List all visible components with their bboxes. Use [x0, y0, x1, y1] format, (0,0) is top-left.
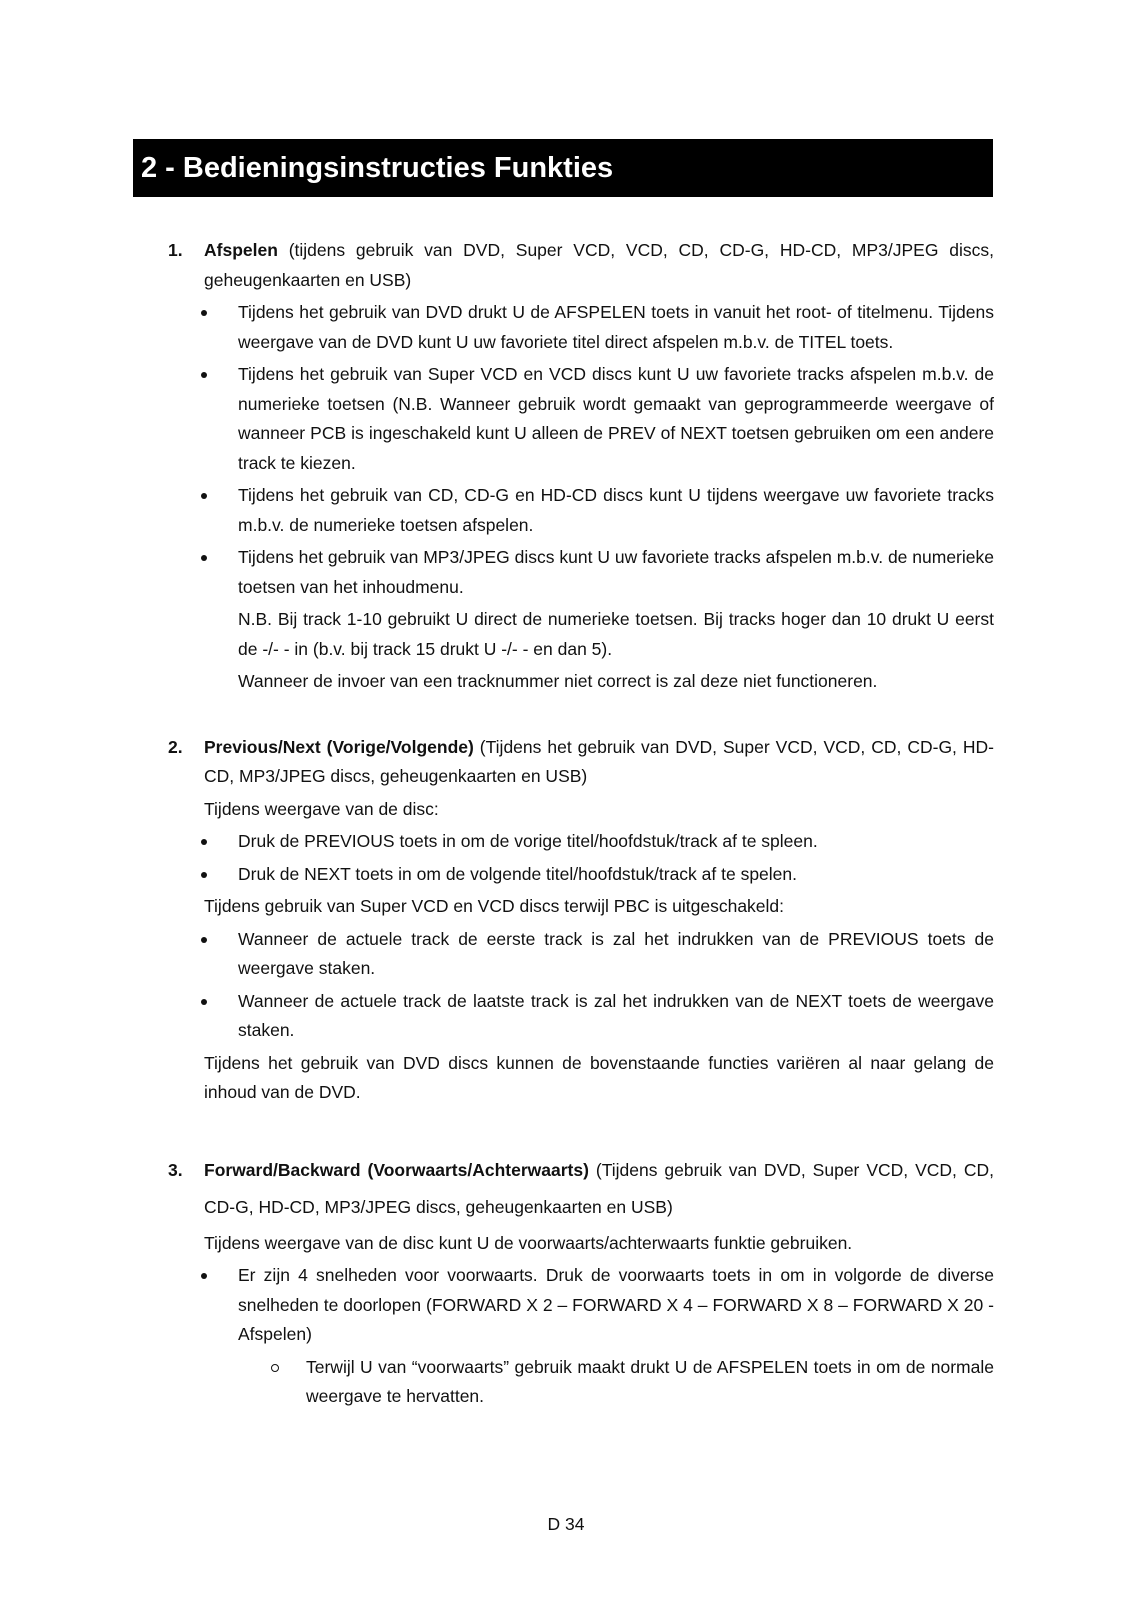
list-item	[168, 1353, 994, 1412]
page-title: 2 - Bedieningsinstructies Funkties	[141, 152, 614, 184]
list-item	[168, 827, 994, 857]
note-paragraph: Wanneer de invoer van een tracknummer niet correct is zal deze niet functioneren.	[238, 671, 878, 691]
section-number: 1.	[168, 240, 183, 260]
paragraph: Tijdens het gebruik van DVD discs kunnen de bovenstaande functies variëren al naar gelang de inhoud van de DVD.	[204, 1052, 994, 1102]
list-item	[168, 987, 994, 1046]
bullet-list	[168, 925, 994, 1046]
section-heading	[168, 236, 994, 295]
list-item	[168, 1261, 994, 1350]
section-afspelen	[168, 236, 994, 697]
bullet-dot-icon	[201, 872, 207, 878]
list-item-text: Wanneer de actuele track de eerste track is zal het indrukken van de PREVIOUS toets de weergave staken.	[238, 928, 994, 978]
list-item	[168, 481, 994, 540]
section-previous-next	[168, 733, 994, 1108]
paragraph: Tijdens weergave van de disc:	[204, 798, 439, 819]
sub-bullet-list	[168, 1353, 994, 1412]
page-number: D 34	[547, 1514, 585, 1534]
list-item	[168, 925, 994, 984]
list-item	[168, 298, 994, 357]
list-item-text: Tijdens het gebruik van DVD drukt U de AFSPELEN toets in vanuit het root- of titelmenu. Tijdens weergave van de DVD kunt U uw favoriete titel direct afspelen m.b.v. de TITEL toets.	[238, 302, 994, 352]
list-item-text: Er zijn 4 snelheden voor voorwaarts. Druk de voorwaarts toets in om in volgorde de diverse snelheden te doorlopen (FORWARD X 2 – FORWARD X 4 – FORWARD X 8 – FORWARD X 20 - Afspelen)	[238, 1265, 994, 1344]
list-item	[168, 543, 994, 602]
spacer	[168, 1108, 994, 1152]
section-heading	[168, 1152, 994, 1226]
section-number: 2.	[168, 736, 183, 757]
section-header-bar	[133, 139, 993, 197]
bullet-dot-icon	[201, 999, 207, 1005]
bullet-dot-icon	[201, 839, 207, 845]
section-subtitle: (Tijdens het gebruik van DVD, Super VCD, VCD, CD, CD-G, HD-CD, MP3/JPEG discs, geheugenkaarten en USB)	[204, 736, 994, 786]
bullet-circle-icon	[271, 1364, 279, 1372]
bullet-dot-icon	[201, 1273, 207, 1279]
list-item-text: Druk de PREVIOUS toets in om de vorige titel/hoofdstuk/track af te spleen.	[238, 831, 818, 851]
bullet-dot-icon	[201, 555, 207, 561]
bullet-dot-icon	[201, 372, 207, 378]
section-title: Forward/Backward (Voorwaarts/Achterwaarts)	[204, 1159, 589, 1180]
list-item-text: Tijdens het gebruik van MP3/JPEG discs kunt U uw favoriete tracks afspelen m.b.v. de numerieke toetsen van het inhoudmenu.	[238, 547, 994, 597]
note-paragraph: N.B. Bij track 1-10 gebruikt U direct de numerieke toetsen. Bij tracks hoger dan 10 drukt U eerst de -/- - in (b.v. bij track 15 drukt U -/- - en dan 5).	[238, 609, 994, 659]
section-heading	[168, 733, 994, 792]
list-item-text: Tijdens het gebruik van Super VCD en VCD discs kunt U uw favoriete tracks afspelen m.b.v. de numerieke toetsen (N.B. Wanneer gebruik wordt gemaakt van geprogrammeerde weergave of wanneer PCB is ingeschakeld kunt U alleen de PREV of NEXT toetsen gebruiken om een andere track te kiezen.	[238, 364, 994, 473]
bullet-list	[168, 1261, 994, 1350]
list-item-text: Druk de NEXT toets in om de volgende titel/hoofdstuk/track af te spelen.	[238, 863, 798, 884]
list-item-text: Wanneer de actuele track de laatste track is zal het indrukken van de NEXT toets de weergave staken.	[238, 990, 994, 1040]
bullet-list	[168, 827, 994, 889]
paragraph: Tijdens weergave van de disc kunt U de voorwaarts/achterwaarts funktie gebruiken.	[204, 1232, 853, 1253]
section-subtitle: (tijdens gebruik van DVD, Super VCD, VCD, CD, CD-G, HD-CD, MP3/JPEG discs, geheugenkaarten en USB)	[204, 240, 994, 290]
section-number: 3.	[168, 1159, 183, 1180]
list-item	[168, 360, 994, 478]
spacer	[168, 697, 994, 733]
list-item	[168, 860, 994, 890]
bullet-dot-icon	[201, 310, 207, 316]
section-title: Afspelen	[204, 240, 278, 260]
bullet-dot-icon	[201, 493, 207, 499]
document-body	[168, 236, 994, 1412]
paragraph: Tijdens gebruik van Super VCD en VCD discs terwijl PBC is uitgeschakeld:	[204, 896, 785, 916]
section-subtitle: (Tijdens gebruik van DVD, Super VCD, VCD, CD, CD-G, HD-CD, MP3/JPEG discs, geheugenkaarten en USB)	[204, 1159, 994, 1217]
list-item-text: Tijdens het gebruik van CD, CD-G en HD-CD discs kunt U tijdens weergave uw favoriete tracks m.b.v. de numerieke toetsen afspelen.	[238, 485, 994, 535]
bullet-dot-icon	[201, 937, 207, 943]
section-forward-backward	[168, 1152, 994, 1412]
section-title: Previous/Next (Vorige/Volgende)	[204, 736, 474, 757]
bullet-list	[168, 298, 994, 602]
list-item-text: Terwijl U van “voorwaarts” gebruik maakt drukt U de AFSPELEN toets in om de normale weergave te hervatten.	[306, 1356, 994, 1406]
